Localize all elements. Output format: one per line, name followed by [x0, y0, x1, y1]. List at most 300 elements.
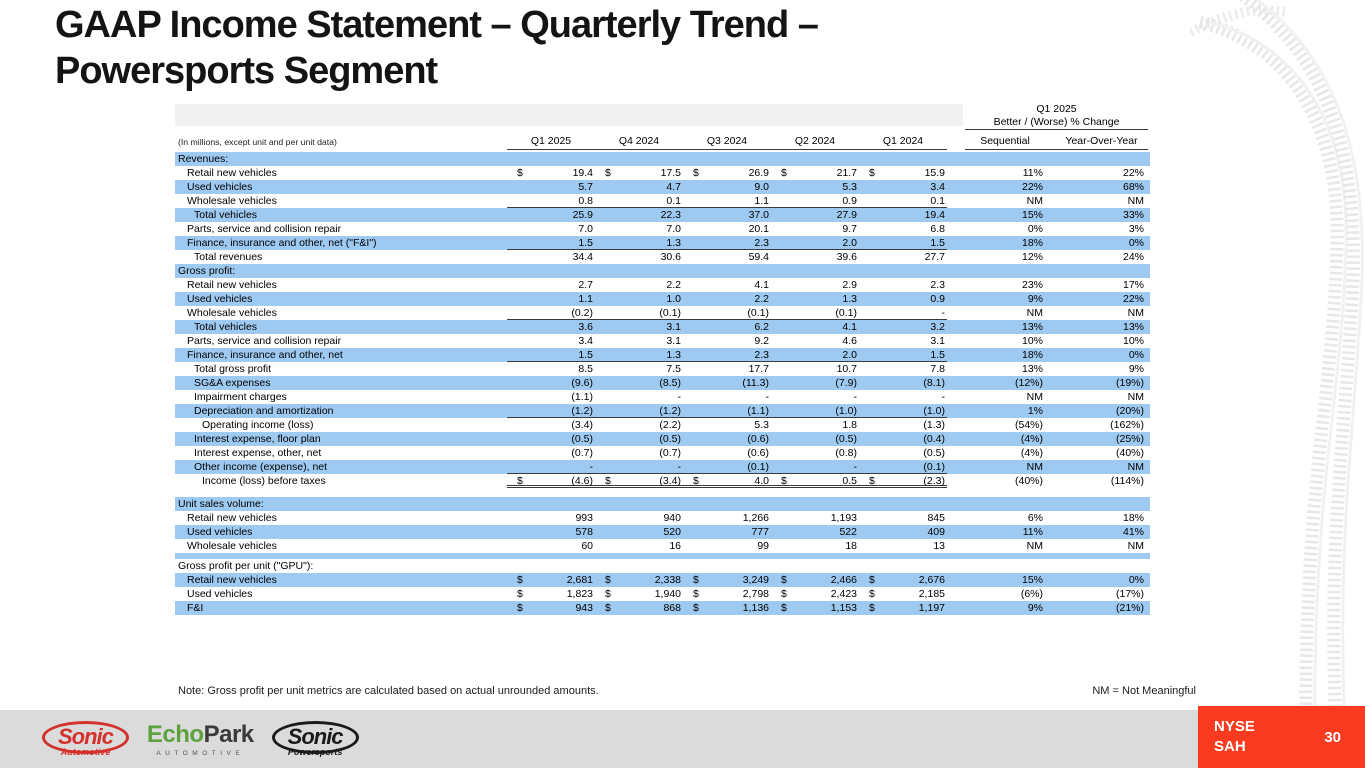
sonic-automotive-wordmark: Sonic	[58, 724, 113, 749]
row-label: Gross profit:	[178, 265, 236, 277]
value-cell: 10.7	[836, 363, 857, 375]
value-cell: 3.2	[930, 321, 945, 333]
row-values	[507, 306, 947, 320]
value-cell: 578	[575, 526, 593, 538]
row-label: F&I	[187, 602, 204, 614]
value-cell: $ 2,185	[869, 588, 945, 600]
value-cell: 7.5	[666, 363, 681, 375]
value-cell: -	[941, 307, 945, 319]
yoy-change-cell: NM	[1127, 195, 1144, 207]
row-label: Unit sales volume:	[178, 498, 264, 510]
value-cell: 520	[663, 526, 681, 538]
value-cell: 1.5	[930, 349, 945, 361]
value-cell: 1.5	[578, 237, 593, 249]
sonic-powersports-wordmark: Sonic	[287, 724, 343, 749]
yoy-change-cell: NM	[1127, 540, 1144, 552]
sonic-automotive-sublabel: Automotive	[60, 747, 111, 757]
value-cell: (0.2)	[571, 307, 593, 319]
row-label: Retail new vehicles	[187, 167, 277, 179]
value-cell: -	[853, 461, 857, 473]
column-header-q2-2024: Q2 2024	[794, 135, 836, 147]
yoy-change-cell: (17%)	[1115, 588, 1144, 600]
income-statement-table	[175, 103, 1150, 615]
row-values	[507, 460, 947, 474]
yoy-change-cell: 24%	[1122, 251, 1144, 263]
table-spacer-row	[175, 488, 1150, 497]
row-values	[507, 511, 947, 525]
income-table-body	[175, 152, 1150, 615]
row-label: Operating income (loss)	[202, 419, 314, 431]
sequential-change-cell: 9%	[1027, 293, 1043, 305]
header-gray-band	[175, 104, 963, 126]
row-label: Used vehicles	[187, 181, 253, 193]
row-label: Wholesale vehicles	[187, 540, 277, 552]
value-cell: 3.4	[930, 181, 945, 193]
table-row	[175, 194, 1150, 208]
value-cell: -	[677, 391, 681, 403]
slide-title-line1: GAAP Income Statement – Quarterly Trend –	[55, 4, 818, 46]
value-cell: 0.8	[578, 195, 593, 207]
row-values	[507, 334, 947, 348]
value-cell: 845	[927, 512, 945, 524]
table-row	[175, 376, 1150, 390]
row-values	[507, 587, 947, 601]
value-cell: 2.2	[754, 293, 769, 305]
value-cell: (1.2)	[659, 405, 681, 417]
value-cell: 2.7	[578, 279, 593, 291]
value-cell: -	[853, 391, 857, 403]
value-cell: $ 17.5	[605, 167, 681, 179]
value-cell: 7.8	[930, 363, 945, 375]
value-cell: 7.0	[666, 223, 681, 235]
value-cell: 34.4	[572, 251, 593, 263]
ticker-exchange: NYSE	[1214, 717, 1255, 735]
change-header-caption: Better / (Worse) % Change	[965, 116, 1148, 130]
table-section-row	[175, 559, 1150, 573]
table-row	[175, 432, 1150, 446]
value-cell: (11.3)	[742, 377, 769, 389]
nm-legend: NM = Not Meaningful	[1092, 685, 1196, 697]
value-cell: 3.1	[930, 335, 945, 347]
value-cell: (1.0)	[923, 405, 945, 417]
value-cell: 7.0	[578, 223, 593, 235]
value-cell: 940	[663, 512, 681, 524]
row-values	[507, 278, 947, 292]
row-label: Wholesale vehicles	[187, 307, 277, 319]
row-values	[507, 376, 947, 390]
table-row	[175, 460, 1150, 474]
value-cell: (0.6)	[747, 433, 769, 445]
column-header-q1-2024: Q1 2024	[882, 135, 924, 147]
sequential-change-cell: 18%	[1021, 237, 1043, 249]
yoy-change-cell: 10%	[1122, 335, 1144, 347]
row-label: Retail new vehicles	[187, 279, 277, 291]
value-cell: 6.2	[754, 321, 769, 333]
yoy-change-cell: (19%)	[1115, 377, 1144, 389]
value-cell: 4.6	[842, 335, 857, 347]
row-label: Parts, service and collision repair	[187, 335, 342, 347]
value-cell: 9.2	[754, 335, 769, 347]
value-cell: $ (3.4)	[605, 475, 681, 487]
sonic-automotive-logo	[42, 721, 129, 757]
table-row	[175, 306, 1150, 320]
value-cell: 3.4	[578, 335, 593, 347]
value-cell: 3.1	[666, 335, 681, 347]
yoy-change-cell: NM	[1127, 391, 1144, 403]
sequential-change-cell: NM	[1026, 307, 1043, 319]
yoy-change-cell: 22%	[1122, 293, 1144, 305]
value-cell: 60	[581, 540, 593, 552]
row-label: Used vehicles	[187, 588, 253, 600]
sequential-change-cell: 0%	[1027, 223, 1043, 235]
value-cell: $ (2.3)	[869, 475, 945, 487]
value-cell: $ 2,466	[781, 574, 857, 586]
echopark-sublabel: AUTOMOTIVE	[156, 750, 245, 757]
footnote: Note: Gross profit per unit metrics are calculated based on actual unrounded amounts.	[178, 685, 599, 697]
value-cell: 0.9	[842, 195, 857, 207]
sequential-change-cell: 6%	[1027, 512, 1043, 524]
value-cell: 522	[839, 526, 857, 538]
value-cell: 18	[845, 540, 857, 552]
yoy-change-cell: 0%	[1128, 237, 1144, 249]
value-cell: 1.0	[666, 293, 681, 305]
quarter-columns-header	[507, 135, 947, 150]
value-cell: 993	[575, 512, 593, 524]
value-cell: (3.4)	[571, 419, 593, 431]
row-label: Used vehicles	[187, 293, 253, 305]
row-label: Retail new vehicles	[187, 512, 277, 524]
row-values	[507, 194, 947, 208]
value-cell: 9.7	[842, 223, 857, 235]
table-row	[175, 573, 1150, 587]
table-header	[175, 103, 1150, 152]
yoy-change-cell: 9%	[1128, 363, 1144, 375]
value-cell: (0.5)	[923, 447, 945, 459]
value-cell: 19.4	[924, 209, 945, 221]
table-row	[175, 511, 1150, 525]
value-cell: 1.1	[578, 293, 593, 305]
value-cell: 59.4	[748, 251, 769, 263]
sequential-change-cell: NM	[1026, 461, 1043, 473]
value-cell: (1.1)	[747, 405, 769, 417]
table-row	[175, 601, 1150, 615]
value-cell: (8.5)	[659, 377, 681, 389]
row-values	[507, 320, 947, 334]
value-cell: 4.1	[754, 279, 769, 291]
row-values	[507, 390, 947, 404]
value-cell: 3.1	[666, 321, 681, 333]
table-section-row	[175, 497, 1150, 511]
table-row	[175, 348, 1150, 362]
value-cell: 39.6	[836, 251, 857, 263]
value-cell: $ 2,423	[781, 588, 857, 600]
value-cell: 37.0	[748, 209, 769, 221]
value-cell: 2.3	[754, 349, 769, 361]
row-label: Finance, insurance and other, net ("F&I")	[187, 237, 377, 249]
value-cell: (1.1)	[571, 391, 593, 403]
row-label: Total gross profit	[194, 363, 272, 375]
column-header-q3-2024: Q3 2024	[706, 135, 748, 147]
row-values	[507, 525, 947, 539]
sequential-change-cell: 9%	[1027, 602, 1043, 614]
row-label: Total vehicles	[194, 209, 258, 221]
tire-tracks-graphic	[1190, 0, 1365, 768]
table-row	[175, 208, 1150, 222]
column-header-q4-2024: Q4 2024	[618, 135, 660, 147]
sequential-change-cell: 18%	[1021, 349, 1043, 361]
value-cell: (0.5)	[659, 433, 681, 445]
value-cell: (0.5)	[571, 433, 593, 445]
sequential-change-cell: 11%	[1022, 167, 1043, 179]
row-values	[507, 292, 947, 306]
row-label: Gross profit per unit ("GPU"):	[178, 560, 314, 572]
table-row	[175, 180, 1150, 194]
value-cell: 4.7	[666, 181, 681, 193]
value-cell: $ 2,338	[605, 574, 681, 586]
row-label: Revenues:	[178, 153, 229, 165]
row-values	[507, 601, 947, 615]
sequential-change-cell: 22%	[1021, 181, 1043, 193]
value-cell: $ 868	[605, 602, 681, 614]
value-cell: (0.4)	[923, 433, 945, 445]
slide-title-line2: Powersports Segment	[55, 50, 438, 93]
value-cell: 9.0	[754, 181, 769, 193]
table-row	[175, 250, 1150, 264]
value-cell: (1.3)	[923, 419, 945, 431]
value-cell: -	[941, 391, 945, 403]
sequential-change-cell: NM	[1026, 540, 1043, 552]
sequential-change-cell: 23%	[1021, 279, 1043, 291]
row-values	[507, 222, 947, 236]
value-cell: $ 1,197	[869, 602, 945, 614]
sequential-change-cell: 10%	[1021, 335, 1043, 347]
table-row	[175, 278, 1150, 292]
value-cell: 2.0	[842, 349, 857, 361]
yoy-change-cell: NM	[1127, 461, 1144, 473]
value-cell: $ 2,798	[693, 588, 769, 600]
value-cell: (9.6)	[571, 377, 593, 389]
value-cell: $ 1,153	[781, 602, 857, 614]
column-header-year-over-year: Year-Over-Year	[1065, 135, 1138, 147]
row-values	[507, 180, 947, 194]
value-cell: -	[765, 391, 769, 403]
yoy-change-cell: (20%)	[1115, 405, 1144, 417]
table-row	[175, 222, 1150, 236]
value-cell: 0.9	[930, 293, 945, 305]
value-cell: 5.3	[842, 181, 857, 193]
column-header-sequential: Sequential	[980, 135, 1030, 147]
value-cell: $ 15.9	[869, 167, 945, 179]
yoy-change-cell: NM	[1127, 307, 1144, 319]
table-row	[175, 404, 1150, 418]
yoy-change-cell: 18%	[1122, 512, 1144, 524]
value-cell: 2.3	[754, 237, 769, 249]
table-row	[175, 166, 1150, 180]
value-cell: 27.9	[836, 209, 857, 221]
value-cell: -	[677, 461, 681, 473]
value-cell: (0.1)	[659, 307, 681, 319]
sequential-change-cell: 13%	[1021, 321, 1043, 333]
row-label: Impairment charges	[194, 391, 287, 403]
yoy-change-cell: 13%	[1122, 321, 1144, 333]
sequential-change-cell: (54%)	[1014, 419, 1043, 431]
value-cell: (0.8)	[835, 447, 857, 459]
value-cell: (2.2)	[659, 419, 681, 431]
value-cell: $ 1,136	[693, 602, 769, 614]
yoy-change-cell: 3%	[1128, 223, 1144, 235]
value-cell: $ 943	[517, 602, 593, 614]
value-cell: 1,193	[830, 512, 857, 524]
value-cell: 1.3	[666, 349, 681, 361]
value-cell: (0.1)	[835, 307, 857, 319]
value-cell: 0.1	[666, 195, 681, 207]
value-cell: 0.1	[930, 195, 945, 207]
table-row	[175, 539, 1150, 553]
value-cell: (0.1)	[747, 461, 769, 473]
row-values	[507, 404, 947, 418]
row-label: Income (loss) before taxes	[202, 475, 326, 487]
echopark-wordmark-dark: Park	[203, 721, 254, 748]
table-section-row	[175, 152, 1150, 166]
value-cell: 1.1	[754, 195, 769, 207]
sequential-change-cell: (4%)	[1020, 447, 1043, 459]
yoy-change-cell: 0%	[1128, 574, 1144, 586]
value-cell: 2.2	[666, 279, 681, 291]
row-values	[507, 362, 947, 376]
sequential-change-cell: (6%)	[1020, 588, 1043, 600]
table-row	[175, 474, 1150, 488]
value-cell: 1.5	[930, 237, 945, 249]
row-values	[507, 446, 947, 460]
table-row	[175, 418, 1150, 432]
row-values	[507, 236, 947, 250]
value-cell: 5.7	[578, 181, 593, 193]
table-row	[175, 320, 1150, 334]
change-columns-header	[965, 135, 1148, 150]
table-row	[175, 587, 1150, 601]
value-cell: -	[589, 461, 593, 473]
row-label: Wholesale vehicles	[187, 195, 277, 207]
sequential-change-cell: (4%)	[1020, 433, 1043, 445]
sequential-change-cell: NM	[1026, 391, 1043, 403]
sequential-change-cell: (12%)	[1014, 377, 1043, 389]
yoy-change-cell: (21%)	[1115, 602, 1144, 614]
yoy-change-cell: (25%)	[1115, 433, 1144, 445]
value-cell: (0.7)	[659, 447, 681, 459]
yoy-change-cell: (162%)	[1110, 419, 1144, 431]
sequential-change-cell: NM	[1026, 195, 1043, 207]
row-label: Total revenues	[194, 251, 263, 263]
value-cell: (0.5)	[835, 433, 857, 445]
ticker-symbol: SAH	[1214, 738, 1246, 755]
sequential-change-cell: 15%	[1021, 574, 1043, 586]
value-cell: 777	[751, 526, 769, 538]
row-label: Depreciation and amortization	[194, 405, 334, 417]
sequential-change-cell: 15%	[1021, 209, 1043, 221]
value-cell: $ 0.5	[781, 475, 857, 487]
value-cell: 27.7	[924, 251, 945, 263]
value-cell: (0.6)	[747, 447, 769, 459]
change-header-quarter: Q1 2025	[1036, 103, 1077, 115]
value-cell: 1,266	[742, 512, 769, 524]
table-row	[175, 292, 1150, 306]
sequential-change-cell: 11%	[1022, 526, 1043, 538]
value-cell: $ 4.0	[693, 475, 769, 487]
value-cell: 2.0	[842, 237, 857, 249]
value-cell: 13	[933, 540, 945, 552]
footer-logos	[42, 714, 359, 764]
row-label: Interest expense, other, net	[194, 447, 322, 459]
value-cell: 2.3	[930, 279, 945, 291]
value-cell: $ 3,249	[693, 574, 769, 586]
value-cell: 1.3	[666, 237, 681, 249]
table-row	[175, 446, 1150, 460]
sequential-change-cell: (40%)	[1014, 475, 1043, 487]
value-cell: (1.2)	[571, 405, 593, 417]
value-cell: $ 19.4	[517, 167, 593, 179]
slide-title	[55, 2, 818, 95]
value-cell: 30.6	[660, 251, 681, 263]
ticker-badge	[1198, 706, 1365, 768]
row-label: Used vehicles	[187, 526, 253, 538]
row-values	[507, 539, 947, 553]
row-values	[507, 348, 947, 362]
value-cell: 16	[669, 540, 681, 552]
value-cell: 99	[757, 540, 769, 552]
value-cell: 4.1	[842, 321, 857, 333]
value-cell: 409	[927, 526, 945, 538]
value-cell: (0.7)	[571, 447, 593, 459]
sonic-powersports-logo	[272, 721, 359, 757]
yoy-change-cell: 33%	[1122, 209, 1144, 221]
yoy-change-cell: (114%)	[1110, 475, 1144, 487]
value-cell: 6.8	[930, 223, 945, 235]
row-label: Parts, service and collision repair	[187, 223, 342, 235]
value-cell: $ (4.6)	[517, 475, 593, 487]
echopark-logo	[147, 721, 254, 757]
row-values	[507, 208, 947, 222]
row-label: Finance, insurance and other, net	[187, 349, 343, 361]
sequential-change-cell: 13%	[1021, 363, 1043, 375]
table-row	[175, 362, 1150, 376]
yoy-change-cell: 68%	[1122, 181, 1144, 193]
sonic-powersports-sublabel: Powersports	[287, 747, 343, 757]
value-cell: 22.3	[660, 209, 681, 221]
yoy-change-cell: (40%)	[1115, 447, 1144, 459]
row-label: Interest expense, floor plan	[194, 433, 321, 445]
column-header-q1-2025: Q1 2025	[530, 135, 572, 147]
value-cell: $ 2,681	[517, 574, 593, 586]
row-values	[507, 432, 947, 446]
value-cell: $ 1,940	[605, 588, 681, 600]
value-cell: 1.5	[578, 349, 593, 361]
row-label: SG&A expenses	[194, 377, 271, 389]
yoy-change-cell: 17%	[1122, 279, 1144, 291]
value-cell: (8.1)	[923, 377, 945, 389]
row-label: Other income (expense), net	[194, 461, 328, 473]
row-values	[507, 250, 947, 264]
value-cell: 3.6	[578, 321, 593, 333]
echopark-wordmark-green: Echo	[146, 721, 204, 748]
value-cell: (7.9)	[835, 377, 857, 389]
sequential-change-cell: 1%	[1027, 405, 1043, 417]
table-row	[175, 390, 1150, 404]
value-cell: 1.8	[842, 419, 857, 431]
table-row	[175, 334, 1150, 348]
value-cell: 2.9	[842, 279, 857, 291]
yoy-change-cell: 41%	[1122, 526, 1144, 538]
row-values	[507, 418, 947, 432]
